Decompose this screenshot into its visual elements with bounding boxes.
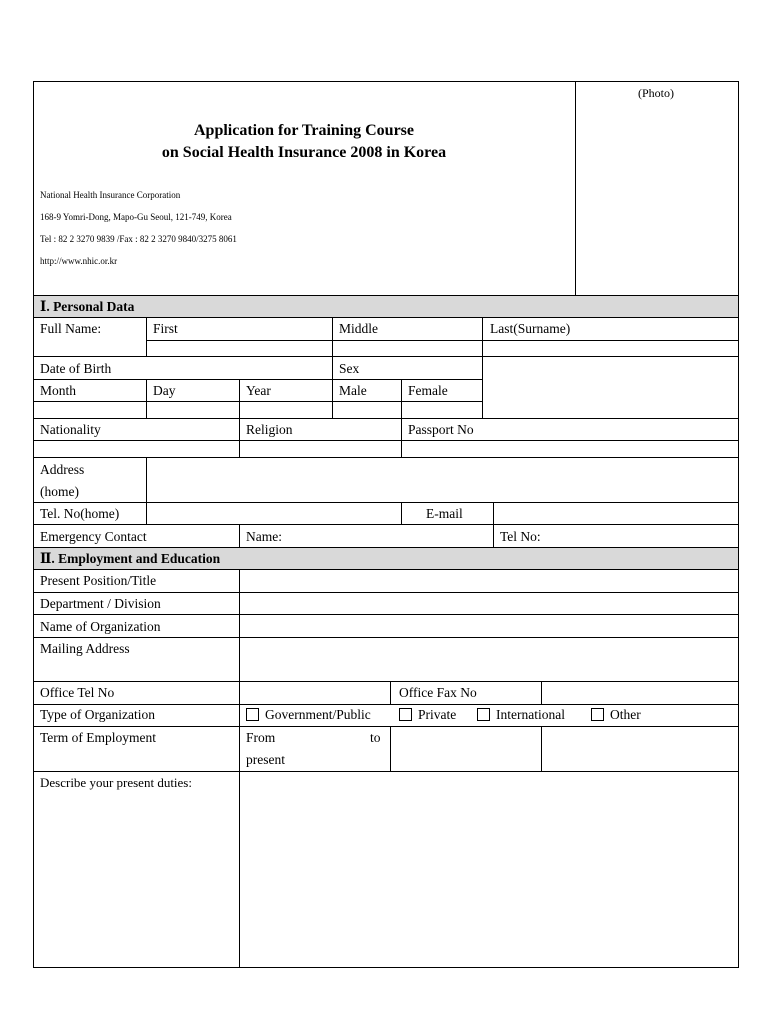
dob-label: Date of Birth bbox=[40, 361, 112, 376]
rule bbox=[332, 379, 333, 418]
term-present-label: present bbox=[246, 752, 285, 767]
rule bbox=[401, 379, 402, 418]
photo-label: (Photo) bbox=[638, 86, 674, 100]
rule bbox=[34, 502, 738, 503]
rule bbox=[239, 379, 240, 418]
rule bbox=[34, 440, 738, 441]
organization-label: Name of Organization bbox=[40, 619, 161, 634]
form-title-line1: Application for Training Course bbox=[193, 122, 415, 139]
tel-home-label: Tel. No(home) bbox=[40, 506, 120, 521]
rule bbox=[239, 569, 240, 967]
rule bbox=[493, 524, 494, 547]
checkbox-private[interactable] bbox=[399, 708, 412, 721]
rule bbox=[34, 614, 738, 615]
rule bbox=[34, 547, 738, 548]
address-label-line1: Address bbox=[40, 462, 85, 477]
rule bbox=[332, 317, 333, 356]
month-label: Month bbox=[40, 383, 77, 398]
org-url: http://www.nhic.or.kr bbox=[40, 256, 118, 266]
rule bbox=[34, 418, 738, 419]
rule bbox=[146, 340, 738, 341]
org-tel-fax: Tel : 82 2 3270 9839 /Fax : 82 2 3270 9840/3275 8061 bbox=[40, 234, 237, 244]
rule bbox=[34, 295, 738, 296]
rule bbox=[34, 704, 738, 705]
year-label: Year bbox=[246, 383, 271, 398]
duties-label: Describe your present duties: bbox=[40, 775, 192, 790]
rule bbox=[34, 457, 738, 458]
day-label: Day bbox=[153, 383, 176, 398]
checkbox-international[interactable] bbox=[477, 708, 490, 721]
org-type-label: Type of Organization bbox=[40, 707, 156, 722]
rule bbox=[332, 356, 333, 379]
section1-heading: Ⅰ. Personal Data bbox=[40, 299, 135, 314]
rule bbox=[34, 569, 738, 570]
emergency-contact-label: Emergency Contact bbox=[40, 529, 147, 544]
option-private-label: Private bbox=[418, 707, 457, 722]
rule bbox=[493, 502, 494, 524]
rule bbox=[34, 681, 738, 682]
middle-name-label: Middle bbox=[339, 321, 378, 336]
passport-label: Passport No bbox=[408, 422, 474, 437]
rule bbox=[34, 637, 738, 638]
rule bbox=[34, 401, 482, 402]
rule bbox=[146, 379, 147, 418]
office-fax-label: Office Fax No bbox=[399, 685, 477, 700]
option-other[interactable] bbox=[591, 707, 641, 723]
sex-label: Sex bbox=[339, 361, 360, 376]
address-label-line2: (home) bbox=[40, 484, 79, 499]
rule bbox=[239, 418, 240, 457]
form-title-line2: on Social Health Insurance 2008 in Korea bbox=[161, 144, 447, 161]
rule bbox=[482, 317, 483, 418]
term-label: Term of Employment bbox=[40, 730, 157, 745]
section2-heading: Ⅱ. Employment and Education bbox=[40, 551, 221, 566]
rule bbox=[541, 681, 542, 704]
emergency-name-label: Name: bbox=[246, 529, 282, 544]
option-private[interactable] bbox=[399, 707, 456, 723]
rule bbox=[34, 592, 738, 593]
rule bbox=[34, 356, 738, 357]
office-tel-label: Office Tel No bbox=[40, 685, 115, 700]
option-government-label: Government/Public bbox=[265, 707, 371, 722]
org-address: 168-9 Yomri-Dong, Mapo-Gu Seoul, 121-749, Korea bbox=[40, 212, 232, 222]
rule bbox=[34, 317, 738, 318]
rule bbox=[239, 524, 240, 547]
mailing-address-label: Mailing Address bbox=[40, 641, 130, 656]
checkbox-other[interactable] bbox=[591, 708, 604, 721]
rule bbox=[146, 457, 147, 524]
male-label: Male bbox=[339, 383, 367, 398]
rule bbox=[34, 771, 738, 772]
rule bbox=[34, 726, 738, 727]
position-label: Present Position/Title bbox=[40, 573, 157, 588]
option-government[interactable] bbox=[246, 707, 371, 723]
full-name-label: Full Name: bbox=[40, 321, 102, 336]
emergency-tel-label: Tel No: bbox=[500, 529, 541, 544]
rule bbox=[575, 82, 576, 295]
checkbox-government[interactable] bbox=[246, 708, 259, 721]
rule bbox=[34, 379, 482, 380]
email-label: E-mail bbox=[426, 506, 463, 521]
rule bbox=[34, 524, 738, 525]
section1-header-bg bbox=[34, 296, 738, 317]
option-other-label: Other bbox=[610, 707, 641, 722]
department-label: Department / Division bbox=[40, 596, 161, 611]
option-international[interactable] bbox=[477, 707, 565, 723]
nationality-label: Nationality bbox=[40, 422, 101, 437]
last-name-label: Last(Surname) bbox=[490, 321, 571, 336]
religion-label: Religion bbox=[246, 422, 293, 437]
org-name: National Health Insurance Corporation bbox=[40, 190, 181, 200]
female-label: Female bbox=[408, 383, 448, 398]
rule bbox=[401, 502, 402, 524]
rule bbox=[390, 681, 391, 704]
rule bbox=[541, 726, 542, 771]
term-to-label: to bbox=[370, 730, 381, 745]
first-name-label: First bbox=[153, 321, 178, 336]
term-from-label: From bbox=[246, 730, 276, 745]
rule bbox=[146, 317, 147, 356]
option-international-label: International bbox=[496, 707, 565, 722]
rule bbox=[390, 726, 391, 771]
rule bbox=[401, 418, 402, 457]
